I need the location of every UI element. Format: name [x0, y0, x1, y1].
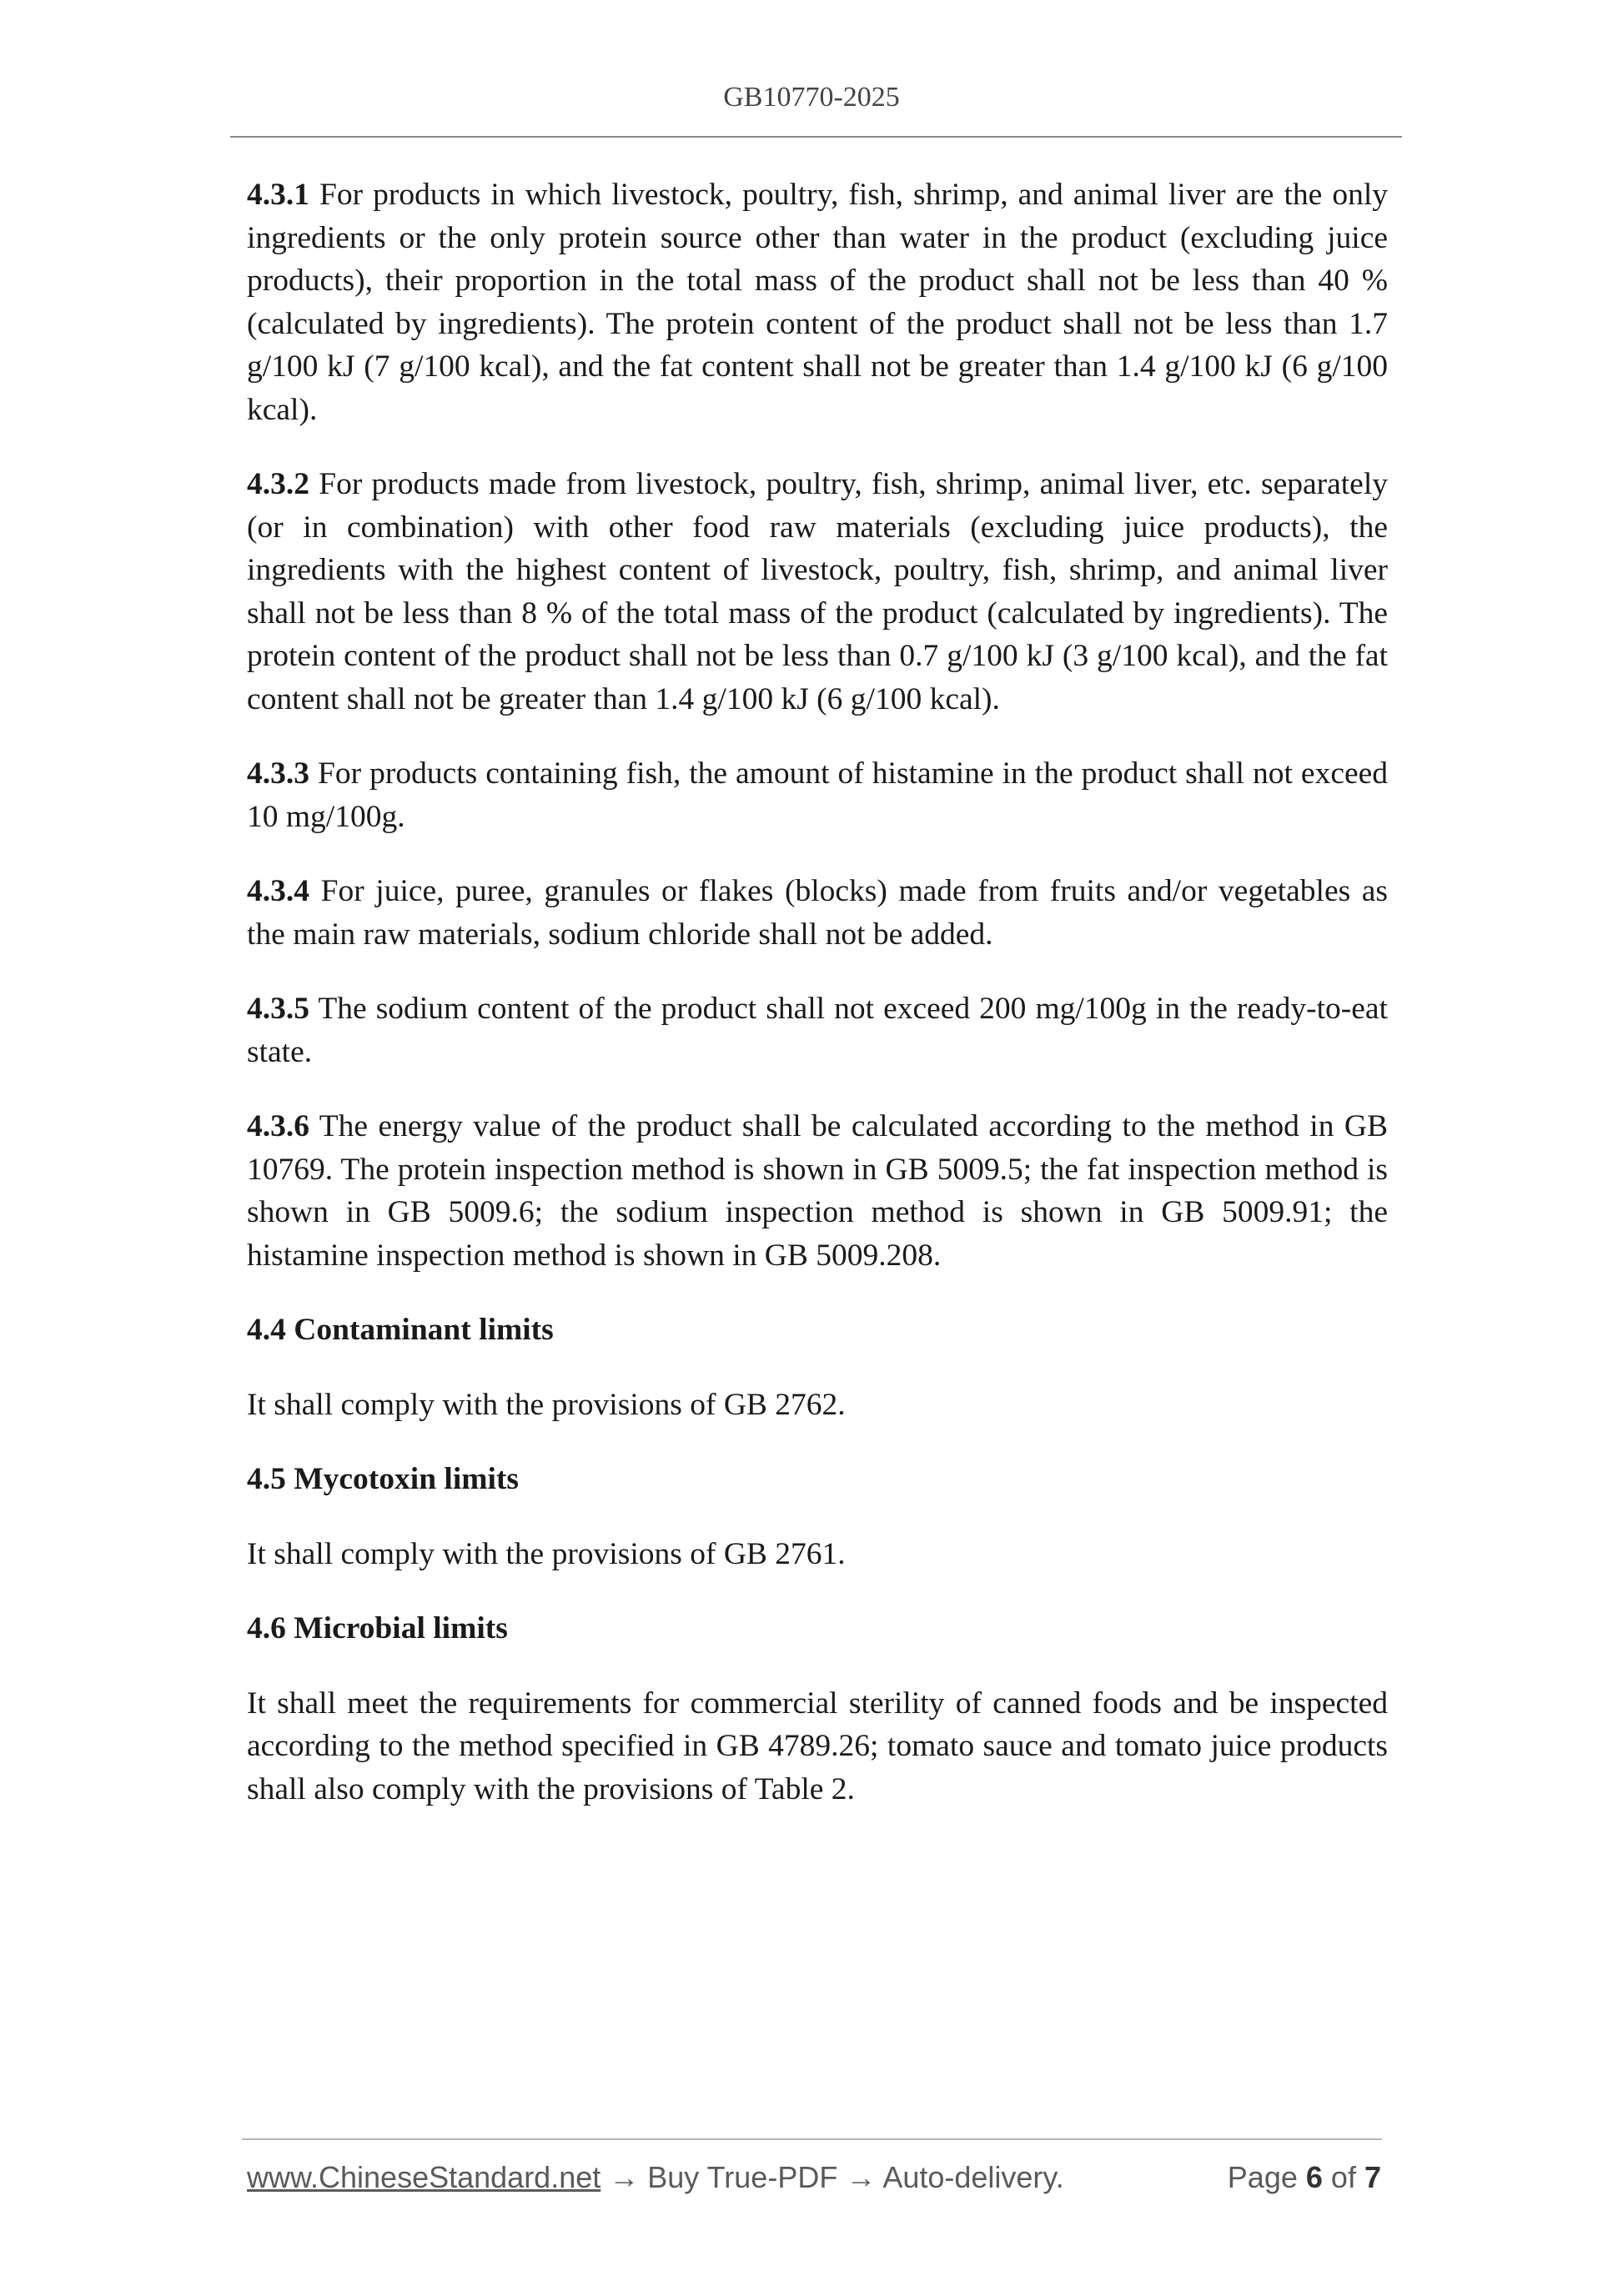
- heading-mycotoxin-limits: 4.5 Mycotoxin limits: [247, 1462, 520, 1496]
- page-indicator: [1228, 2160, 1381, 2195]
- heading-microbial-limits: 4.6 Microbial limits: [247, 1611, 508, 1645]
- clause-number: 4.3.3: [247, 756, 309, 791]
- footer-divider: [242, 2138, 1382, 2140]
- page-label: Page: [1227, 2160, 1298, 2194]
- clause-number: 4.3.6: [247, 1109, 309, 1143]
- clause-text: For juice, puree, granules or flakes (blocks) made from fruits and/or vegetables as the main raw materials, sodium chloride shall not be added.: [247, 874, 1389, 952]
- website-link[interactable]: www.ChineseStandard.net: [247, 2160, 601, 2194]
- contaminant-limits-text: It shall comply with the provisions of GB 2762.: [247, 1387, 846, 1422]
- heading-contaminant-limits: 4.4 Contaminant limits: [247, 1313, 554, 1347]
- clause-4-3-3: [247, 752, 1388, 838]
- clause-text: For products containing fish, the amount of histamine in the product shall not exceed 10 mg/100g.: [247, 756, 1388, 834]
- footer-promo: [247, 2160, 1064, 2195]
- clause-number: 4.3.1: [247, 178, 309, 212]
- mycotoxin-limits-text: It shall comply with the provisions of GB 2761.: [247, 1536, 846, 1571]
- microbial-limits-text: It shall meet the requirements for commercial sterility of canned foods and be inspected according to the method specified in GB 4789.26; tomato sauce and tomato juice products shall also comply with the provisions of Table 2.: [247, 1686, 1388, 1806]
- clause-4-3-5: [247, 987, 1388, 1073]
- clause-text: For products made from livestock, poultry, fish, shrimp, animal liver, etc. separately (or in combination) with other food raw materials (excluding juice products), the ingredients with the highest content of livestock, poultry, fish, shrimp, and animal liver shall not be less than 8 % of the total mass of the product (calculated by ingredients). The protein content of the product shall not be less than 0.7 g/100 kJ (3 g/100 kcal), and the fat content shall not be greater than 1.4 g/100 kJ (6 g/100 kcal).: [247, 467, 1388, 716]
- page-of-label: of: [1330, 2160, 1356, 2194]
- page-header-title: GB10770-2025: [723, 82, 900, 113]
- page-total: 7: [1364, 2160, 1381, 2194]
- clause-text: The energy value of the product shall be calculated according to the method in GB 10769. The protein inspection method is shown in GB 5009.5; the fat inspection method is shown in GB 5009.6; the sodium inspection method is shown in GB 5009.91; the histamine inspection method is shown in GB 5009.208.: [247, 1109, 1388, 1273]
- document-body: [247, 173, 1388, 1842]
- clause-4-3-2: [247, 463, 1388, 721]
- clause-text: The sodium content of the product shall not exceed 200 mg/100g in the ready-to-eat state.: [247, 992, 1388, 1069]
- clause-text: For products in which livestock, poultry, fish, shrimp, and animal liver are the only ingredients or the only protein source other than water in the product (excluding juice products), their proportion in the total mass of the product shall not be less than 40 % (calculated by ingredients). The protein content of the product shall not be less than 1.7 g/100 kJ (7 g/100 kcal), and the fat content shall not be greater than 1.4 g/100 kJ (6 g/100 kcal).: [247, 178, 1388, 427]
- clause-number: 4.3.5: [247, 992, 309, 1026]
- clause-number: 4.3.2: [247, 467, 309, 501]
- clause-4-3-6: [247, 1105, 1388, 1277]
- footer-promo-text: → Buy True-PDF → Auto-delivery.: [600, 2160, 1064, 2194]
- clause-4-3-4: [247, 870, 1388, 956]
- header-divider: [230, 136, 1402, 138]
- clause-4-3-1: [247, 173, 1388, 431]
- clause-number: 4.3.4: [247, 874, 309, 908]
- page-current: 6: [1305, 2160, 1323, 2194]
